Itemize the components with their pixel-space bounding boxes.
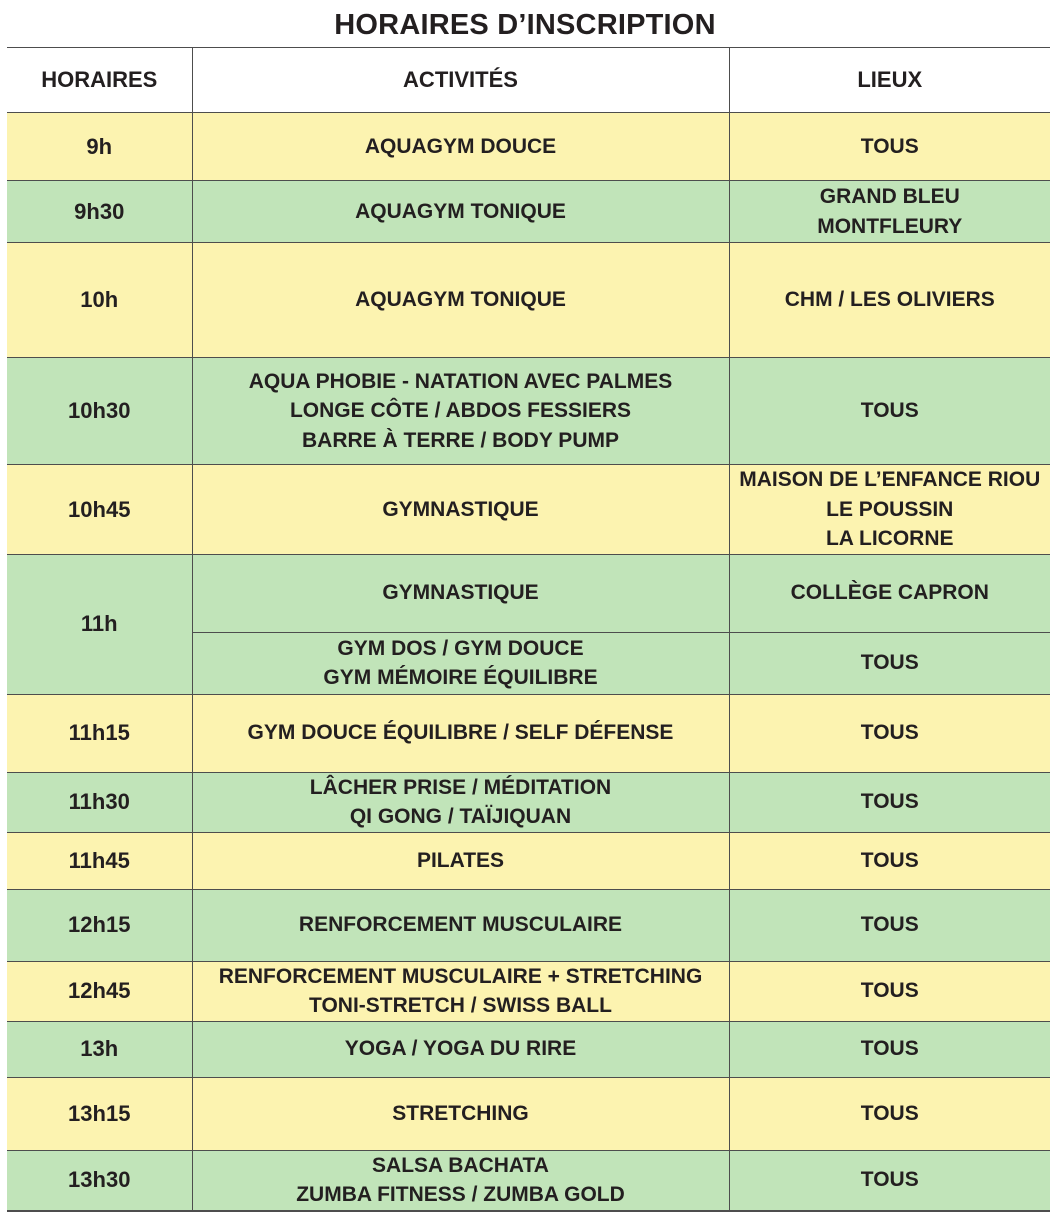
time-cell: 11h45 <box>7 832 192 889</box>
cell-line: TOUS <box>860 848 919 872</box>
activity-cell <box>192 113 729 181</box>
time-cell: 9h30 <box>7 181 192 243</box>
cell-line: TOUS <box>860 399 919 423</box>
places-cell <box>729 832 1050 889</box>
places-cell <box>729 181 1050 243</box>
time-cell: 11h <box>7 554 192 694</box>
activity-cell <box>192 772 729 832</box>
cell-line: SALSA BACHATA <box>372 1153 549 1177</box>
table-row <box>7 113 1050 181</box>
cell-line: LE POUSSIN <box>826 497 954 521</box>
cell-line: QI GONG / TAÏJIQUAN <box>349 805 572 828</box>
places-cell <box>729 772 1050 832</box>
time-cell: 10h30 <box>7 358 192 465</box>
cell-line: MONTFLEURY <box>817 214 963 238</box>
cell-line: GYMNASTIQUE <box>382 581 539 605</box>
cell-line: TOUS <box>860 979 919 1003</box>
cell-line: TOUS <box>860 1101 919 1125</box>
time-cell: 10h45 <box>7 465 192 555</box>
schedule-table <box>7 47 1050 1212</box>
activity-cell <box>192 832 729 889</box>
time-cell: 12h45 <box>7 961 192 1021</box>
table-row <box>7 465 1050 555</box>
places-cell <box>729 1150 1050 1211</box>
activity-cell <box>192 632 729 694</box>
activity-cell <box>192 961 729 1021</box>
cell-line: LA LICORNE <box>825 527 954 550</box>
table-row <box>7 243 1050 358</box>
cell-line: TOUS <box>860 913 919 937</box>
cell-line: TOUS <box>860 1168 919 1192</box>
page-title: HORAIRES D’INSCRIPTION <box>334 9 716 41</box>
places-cell <box>729 694 1050 772</box>
activity-cell <box>192 1150 729 1211</box>
cell-line: TOUS <box>860 134 919 158</box>
cell-line: YOGA / YOGA DU RIRE <box>344 1037 577 1061</box>
cell-line: AQUA PHOBIE - NATATION AVEC PALMES <box>248 369 673 393</box>
time-cell: 13h <box>7 1021 192 1077</box>
table-row <box>7 358 1050 465</box>
cell-line: GYM DOUCE ÉQUILIBRE / SELF DÉFENSE <box>247 721 674 745</box>
time-cell: 13h30 <box>7 1150 192 1211</box>
time-cell: 13h15 <box>7 1077 192 1150</box>
places-cell <box>729 358 1050 465</box>
header-row <box>7 48 1050 113</box>
cell-line: STRETCHING <box>392 1101 529 1125</box>
cell-line: BARRE À TERRE / BODY PUMP <box>302 428 619 452</box>
table-row <box>7 1021 1050 1077</box>
places-cell <box>729 889 1050 961</box>
cell-line: AQUAGYM TONIQUE <box>355 199 566 223</box>
cell-line: ZUMBA FITNESS / ZUMBA GOLD <box>296 1183 625 1206</box>
places-cell <box>729 961 1050 1021</box>
header-lieux: LIEUX <box>729 48 1050 113</box>
table-row <box>7 1150 1050 1211</box>
activity-cell <box>192 1077 729 1150</box>
schedule-rows <box>7 113 1050 1211</box>
cell-line: AQUAGYM DOUCE <box>364 134 557 158</box>
activity-cell <box>192 889 729 961</box>
activity-cell <box>192 181 729 243</box>
cell-line: LÂCHER PRISE / MÉDITATION <box>309 775 612 799</box>
cell-line: COLLÈGE CAPRON <box>790 581 989 605</box>
header-horaires: HORAIRES <box>7 48 192 113</box>
cell-line: PILATES <box>416 848 505 872</box>
activity-cell <box>192 694 729 772</box>
cell-line: TOUS <box>860 1037 919 1061</box>
activity-cell <box>192 465 729 555</box>
activity-cell <box>192 554 729 632</box>
places-cell <box>729 113 1050 181</box>
cell-line: RENFORCEMENT MUSCULAIRE + STRETCHING <box>218 964 703 988</box>
cell-line: TOUS <box>860 651 919 675</box>
cell-line: LONGE CÔTE / ABDOS FESSIERS <box>289 399 632 423</box>
activity-cell <box>192 243 729 358</box>
cell-line: TOUS <box>860 790 919 814</box>
cell-line: AQUAGYM TONIQUE <box>355 288 566 312</box>
cell-line: CHM / LES OLIVIERS <box>784 288 995 312</box>
places-cell <box>729 465 1050 555</box>
places-cell <box>729 632 1050 694</box>
places-cell <box>729 243 1050 358</box>
cell-line: TONI-STRETCH / SWISS BALL <box>309 994 612 1017</box>
table-row <box>7 181 1050 243</box>
time-cell: 10h <box>7 243 192 358</box>
table-row <box>7 832 1050 889</box>
table-row <box>7 961 1050 1021</box>
table-row <box>7 1077 1050 1150</box>
time-cell: 9h <box>7 113 192 181</box>
table-row <box>7 554 1050 632</box>
time-cell: 12h15 <box>7 889 192 961</box>
places-cell <box>729 1021 1050 1077</box>
table-row <box>7 772 1050 832</box>
cell-line: RENFORCEMENT MUSCULAIRE <box>298 913 623 937</box>
activity-cell <box>192 358 729 465</box>
places-cell <box>729 1077 1050 1150</box>
cell-line: GRAND BLEU <box>819 185 960 208</box>
time-cell: 11h15 <box>7 694 192 772</box>
activity-cell <box>192 1021 729 1077</box>
places-cell <box>729 554 1050 632</box>
cell-line: TOUS <box>860 721 919 745</box>
cell-line: MAISON DE L’ENFANCE RIOU <box>739 468 1041 491</box>
header-activites: ACTIVITÉS <box>192 48 729 113</box>
time-cell: 11h30 <box>7 772 192 832</box>
cell-line: GYM DOS / GYM DOUCE <box>337 636 584 660</box>
table-row <box>7 694 1050 772</box>
cell-line: GYM MÉMOIRE ÉQUILIBRE <box>323 666 598 689</box>
cell-line: GYMNASTIQUE <box>382 497 539 521</box>
table-row <box>7 889 1050 961</box>
